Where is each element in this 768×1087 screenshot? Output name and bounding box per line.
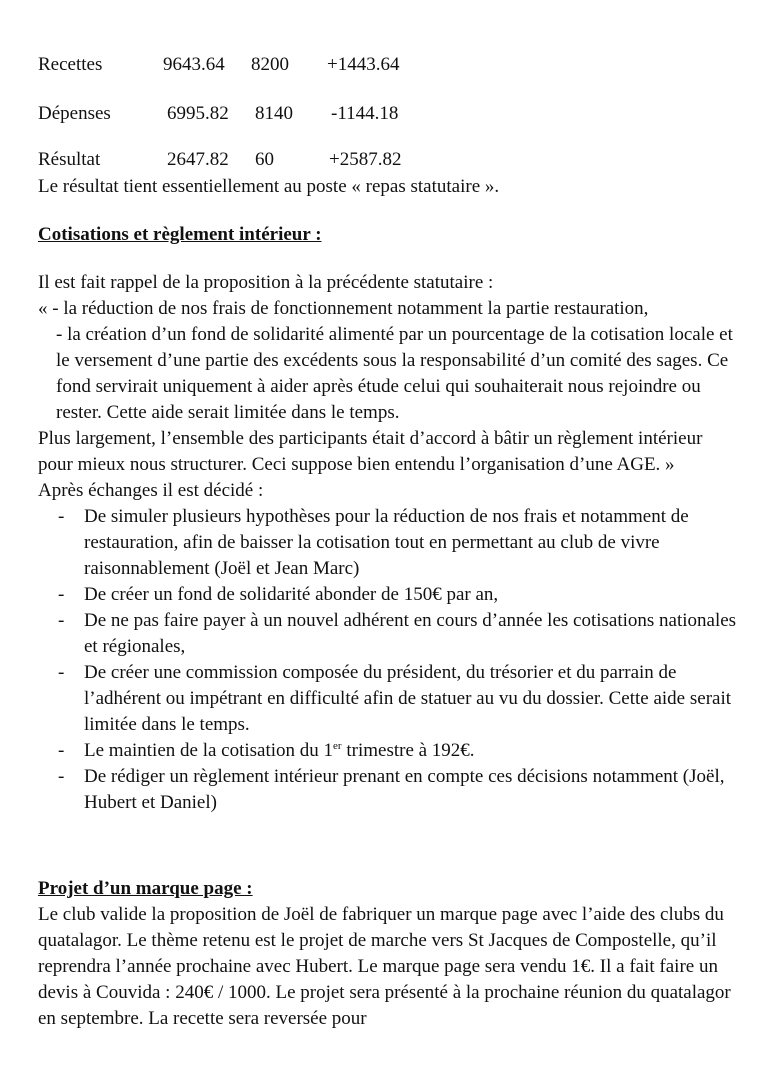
finance-label: Résultat	[38, 149, 101, 170]
finance-note: Le résultat tient essentiellement au poste « repas statutaire ».	[38, 176, 500, 197]
finance-diff: +1443.64	[327, 54, 400, 75]
decision-list	[38, 504, 738, 816]
finance-diff: -1144.18	[331, 103, 399, 124]
list-item: - De ne pas faire payer à un nouvel adhérent en cours d’année les cotisations nationales et régionales,	[58, 610, 737, 657]
quote-line-1: « - la réduction de nos frais de fonctionnement notamment la partie restauration,	[38, 298, 649, 319]
finance-diff: +2587.82	[329, 149, 402, 170]
finance-actual: 9643.64	[163, 54, 225, 75]
quote-line-3: Plus largement, l’ensemble des participants était d’accord à bâtir un règlement intérieur pour mieux nous structurer. Ceci suppose bien entendu l’organisation d’une AGE. »	[38, 428, 703, 475]
section-heading-cotisations: Cotisations et règlement intérieur :	[38, 224, 322, 245]
paragraph-marque-page: Le club valide la proposition de Joël de fabriquer un marque page avec l’aide des clubs du quatalagor. Le thème retenu est le projet de marche vers St Jacques de Compostelle, qu’il reprendra l’année prochaine avec Hubert. Le marque page sera vendu 1€. Il a fait faire un devis à Couvida : 240€ / 1000. Le projet sera présenté à la prochaine réunion du quatalagor en septembre. La recette sera reversée pour	[38, 904, 731, 1029]
quote-line-2: - la création d’un fond de solidarité alimenté par un pourcentage de la cotisation locale et le versement d’une partie des excédents sous la responsabilité d’un comité des sages. Ce fond servirait uniquement à aider après étude celui qui souhaiterait nous rejoindre ou rester. Cette aide serait limitée dans le temps.	[56, 324, 733, 423]
section-cotisations-body	[38, 270, 738, 816]
section-heading-marque-page: Projet d’un marque page :	[38, 878, 253, 899]
paragraph-decided: Après échanges il est décidé :	[38, 480, 264, 501]
finance-actual: 6995.82	[167, 103, 229, 124]
list-item: - Le maintien de la cotisation du 1er trimestre à 192€.	[58, 740, 475, 761]
list-item: - De rédiger un règlement intérieur prenant en compte ces décisions notamment (Joël, Hubert et Daniel)	[58, 766, 725, 813]
list-item: - De créer un fond de solidarité abonder de 150€ par an,	[58, 584, 499, 605]
finance-label: Recettes	[38, 54, 103, 75]
finance-actual: 2647.82	[167, 149, 229, 170]
list-item: - De simuler plusieurs hypothèses pour la réduction de nos frais et notamment de restauration, afin de baisser la cotisation tout en permettant au club de vivre raisonnablement (Joël et Jean Marc)	[58, 506, 689, 579]
paragraph-intro: Il est fait rappel de la proposition à la précédente statutaire :	[38, 272, 494, 293]
finance-budget: 8140	[255, 103, 293, 124]
list-item: - De créer une commission composée du président, du trésorier et du parrain de l’adhérent ou impétrant en difficulté afin de statuer au vu du dossier. Cette aide serait limitée dans le temps.	[58, 662, 732, 735]
finance-budget: 8200	[251, 54, 289, 75]
finance-label: Dépenses	[38, 103, 111, 124]
finance-budget: 60	[255, 149, 274, 170]
